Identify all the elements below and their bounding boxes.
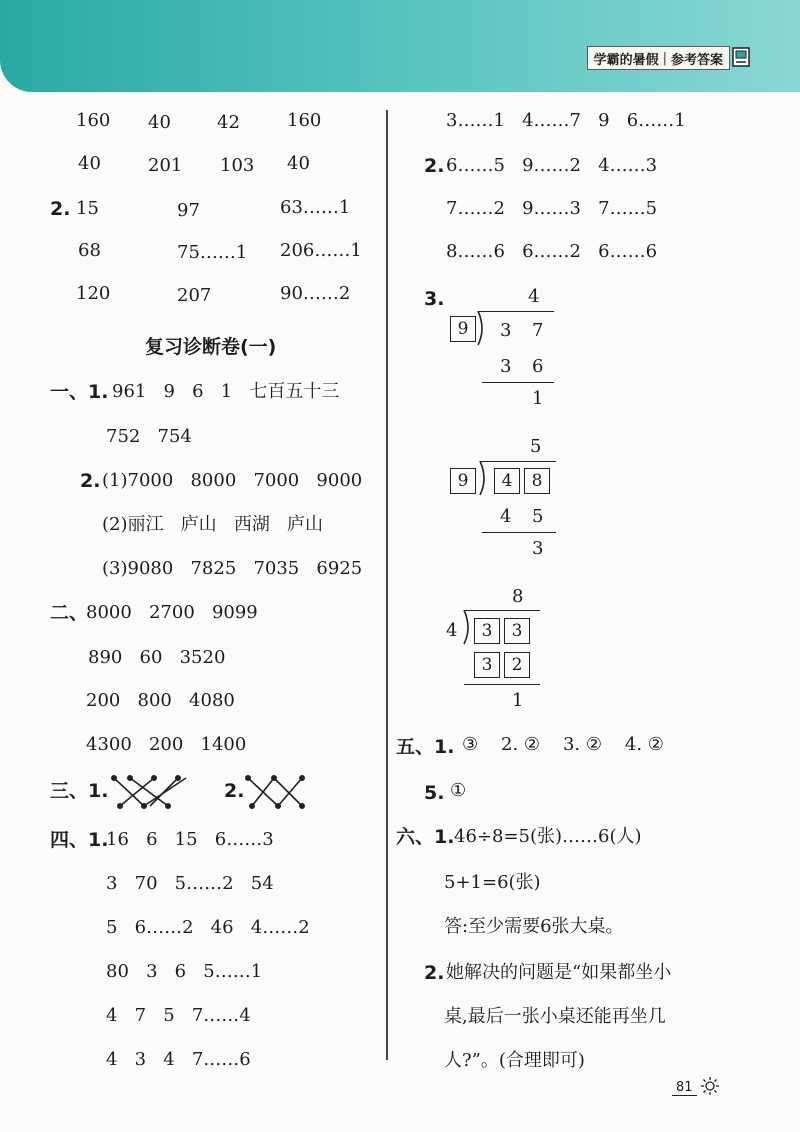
book-title: 学霸的暑假 [593, 52, 659, 68]
remainder: 1 [512, 690, 524, 711]
answer-line: 80 3 6 5……1 [106, 961, 263, 982]
divisor: 9 [457, 319, 469, 339]
answer-line: 5 6……2 46 4……2 [106, 917, 310, 938]
dividend-digit: 3 [511, 621, 523, 641]
answer-line: 3……1 4……7 9 6……1 [446, 110, 686, 131]
answer-value: 40 [287, 153, 310, 174]
dividend-digit: 3 [500, 320, 512, 341]
answer-line: 7……2 9……3 7……5 [446, 198, 658, 219]
answer-line: ① [450, 780, 467, 801]
answer-value: 42 [217, 112, 240, 133]
header-label [587, 46, 730, 70]
answer-line: 答:至少需要6张大桌。 [444, 916, 624, 937]
answer-line: 4300 200 1400 [86, 734, 247, 755]
product-box [474, 652, 500, 678]
section-title: 参考答案 [670, 52, 723, 68]
division-bracket [476, 311, 488, 347]
dividend-box [494, 468, 520, 494]
answer-line: 8000 2700 9099 [86, 602, 258, 623]
question-label: 六、1. [396, 826, 455, 848]
answer-line: 46÷8=5(张)……6(人) [454, 826, 642, 847]
answer-line: (1)7000 8000 7000 9000 [102, 470, 363, 491]
answer-value: 90……2 [280, 283, 351, 304]
question-label: 2. [224, 780, 245, 802]
matching-lines-1 [110, 774, 190, 810]
dividend-digit: 3 [481, 621, 493, 641]
answer-line: 桌,最后一张小桌还能再坐几 [444, 1006, 666, 1027]
product-digit: 3 [481, 655, 493, 675]
dividend-digit: 8 [531, 471, 543, 491]
division-bracket [462, 610, 474, 646]
answer-line: 3 70 5……2 54 [106, 873, 274, 894]
answer-value: 201 [148, 155, 183, 176]
remainder: 3 [532, 538, 544, 559]
answer-line: 她解决的问题是“如果都坐小 [446, 962, 672, 983]
question-label: 2. [424, 155, 445, 177]
subtraction-line [464, 684, 540, 685]
product-digit: 4 [500, 506, 512, 527]
answer-value: 160 [287, 110, 322, 131]
answer-line: 4 7 5 7……4 [106, 1005, 251, 1026]
quotient: 4 [528, 286, 540, 307]
answer-value: 97 [177, 200, 200, 221]
answer-line: 890 60 3520 [88, 647, 226, 668]
answer-line: (2)丽江 庐山 西湖 庐山 [102, 514, 323, 535]
quotient: 8 [512, 586, 524, 607]
answer-value: 120 [76, 283, 111, 304]
test-title: 复习诊断卷(一) [145, 336, 277, 358]
column-divider [386, 110, 388, 1060]
division-bar [478, 311, 554, 312]
dividend-box [474, 618, 500, 644]
question-label: 2. [50, 198, 71, 220]
dividend-box [524, 468, 550, 494]
answer-line: 752 754 [106, 426, 192, 447]
question-label: 3. [424, 288, 445, 310]
answer-value: 75……1 [177, 242, 248, 263]
subtraction-line [482, 382, 554, 383]
header-separator: | [662, 50, 667, 66]
division-bar [464, 610, 540, 611]
answer-value: 160 [76, 110, 111, 131]
divisor-box [450, 316, 476, 342]
answer-line: 人?”。(合理即可) [444, 1050, 585, 1071]
question-label: 五、1. [396, 736, 455, 758]
dividend-digit: 7 [532, 320, 544, 341]
remainder: 1 [532, 388, 544, 409]
question-label: 一、1. [50, 381, 109, 403]
division-bar [480, 461, 556, 462]
answer-value: 206……1 [280, 240, 362, 261]
matching-lines-2 [244, 774, 308, 810]
division-bracket [478, 461, 490, 497]
subtraction-line [482, 532, 556, 533]
divisor: 9 [457, 471, 469, 491]
answer-value: 15 [76, 198, 99, 219]
answer-line: ③ 2. ② 3. ② 4. ② [462, 734, 664, 755]
quotient: 5 [530, 436, 542, 457]
answer-line: 5+1=6(张) [444, 872, 541, 893]
question-label: 二、 [50, 602, 89, 624]
page-number: 81 [672, 1080, 697, 1096]
answer-line: 4 3 4 7……6 [106, 1049, 251, 1070]
question-label: 2. [424, 962, 445, 984]
book-icon [732, 47, 750, 67]
divisor: 4 [446, 620, 458, 641]
answer-line: 961 9 6 1 七百五十三 [112, 381, 340, 402]
answer-line: (3)9080 7825 7035 6925 [102, 558, 363, 579]
product-digit: 6 [532, 356, 544, 377]
question-label: 三、1. [50, 780, 109, 802]
product-digit: 5 [532, 506, 544, 527]
divisor-box [450, 468, 476, 494]
answer-value: 207 [177, 285, 212, 306]
answer-line: 16 6 15 6……3 [106, 829, 274, 850]
question-label: 2. [80, 470, 101, 492]
question-label: 5. [424, 782, 445, 804]
answer-line: 8……6 6……2 6……6 [446, 241, 658, 262]
answer-value: 103 [220, 155, 255, 176]
question-label: 四、1. [50, 829, 109, 851]
product-digit: 3 [500, 356, 512, 377]
answer-value: 40 [78, 153, 101, 174]
dividend-digit: 4 [501, 471, 513, 491]
dividend-box [504, 618, 530, 644]
answer-value: 63……1 [280, 197, 351, 218]
answer-value: 40 [148, 112, 171, 133]
product-digit: 2 [511, 655, 523, 675]
sun-icon [700, 1076, 720, 1096]
answer-value: 68 [78, 240, 101, 261]
answer-line: 200 800 4080 [86, 690, 235, 711]
product-box [504, 652, 530, 678]
answer-line: 6……5 9……2 4……3 [446, 155, 658, 176]
